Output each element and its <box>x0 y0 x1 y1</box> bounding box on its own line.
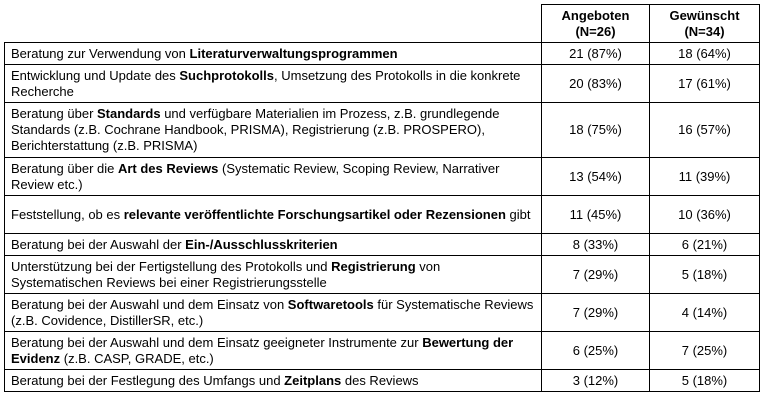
description-emphasis: Literaturverwaltungsprogrammen <box>189 45 398 61</box>
services-table <box>4 4 760 392</box>
header-offered-title: Angeboten <box>561 7 630 23</box>
header-blank-cell <box>5 5 542 43</box>
row-wanted-value: 6 (21%) <box>650 234 760 256</box>
row-offered-value: 20 (83%) <box>542 65 650 103</box>
row-offered-value: 8 (33%) <box>542 234 650 256</box>
description-text: (z.B. CASP, GRADE, etc.) <box>60 350 214 366</box>
table-row <box>5 332 760 370</box>
description-emphasis: Suchprotokolls <box>179 67 275 83</box>
row-offered-value: 6 (25%) <box>542 332 650 370</box>
table-row <box>5 43 760 65</box>
row-offered-value: 7 (29%) <box>542 256 650 294</box>
description-text: gibt <box>505 206 531 222</box>
description-emphasis: Registrierung <box>331 258 416 274</box>
row-wanted-value: 18 (64%) <box>650 43 760 65</box>
table-row <box>5 370 760 392</box>
description-text: von Systematischen Reviews bei einer Registrierungsstelle <box>11 258 441 290</box>
header-offered-n: (N=26) <box>575 23 616 39</box>
row-wanted-value: 5 (18%) <box>650 370 760 392</box>
row-offered-value: 18 (75%) <box>542 103 650 158</box>
row-description <box>5 234 542 256</box>
description-text: Unterstützung bei der Fertigstellung des Protokolls und <box>11 258 332 274</box>
row-offered-value: 13 (54%) <box>542 158 650 196</box>
description-emphasis: Zeitplans <box>284 372 342 388</box>
description-text: (Systematic Review, Scoping Review, Narrativer Review etc.) <box>11 160 500 192</box>
row-wanted-value: 4 (14%) <box>650 294 760 332</box>
row-description <box>5 43 542 65</box>
table-row <box>5 234 760 256</box>
row-offered-value: 3 (12%) <box>542 370 650 392</box>
description-text: Beratung zur Verwendung von <box>11 45 190 61</box>
row-wanted-value: 5 (18%) <box>650 256 760 294</box>
description-text: Beratung über die <box>11 160 118 176</box>
description-text: und verfügbare Materialien im Prozess, z.B. grundlegende Standards (z.B. Cochrane Handbook, PRISMA), Registrierung (z.B. PROSPERO), Berichterstattung (z.B. PRISMA) <box>11 106 500 153</box>
row-description <box>5 294 542 332</box>
description-text: Beratung bei der Auswahl und dem Einsatz geeigneter Instrumente zur <box>11 334 423 350</box>
row-description <box>5 158 542 196</box>
description-emphasis: Bewertung der Evidenz <box>11 334 514 366</box>
description-emphasis: Standards <box>97 106 161 121</box>
row-wanted-value: 11 (39%) <box>650 158 760 196</box>
description-text: Feststellung, ob es <box>11 206 124 222</box>
row-description <box>5 196 542 234</box>
header-wanted-title: Gewünscht <box>669 7 740 23</box>
description-text: für Systematische Reviews (z.B. Covidence, DistillerSR, etc.) <box>11 296 534 328</box>
row-description <box>5 256 542 294</box>
table-row <box>5 294 760 332</box>
row-offered-value: 11 (45%) <box>542 196 650 234</box>
table-row <box>5 196 760 234</box>
row-offered-value: 7 (29%) <box>542 294 650 332</box>
header-wanted <box>650 5 760 43</box>
row-offered-value: 21 (87%) <box>542 43 650 65</box>
table-row <box>5 103 760 158</box>
row-description <box>5 332 542 370</box>
description-text: , Umsetzung des Protokolls in die konkrete Recherche <box>11 67 521 99</box>
row-description <box>5 370 542 392</box>
description-text: des Reviews <box>341 372 419 388</box>
row-wanted-value: 16 (57%) <box>650 103 760 158</box>
description-text: Entwicklung und Update des <box>11 67 180 83</box>
description-text: Beratung bei der Festlegung des Umfangs und <box>11 372 285 388</box>
row-wanted-value: 17 (61%) <box>650 65 760 103</box>
header-wanted-n: (N=34) <box>684 23 725 39</box>
description-text: Beratung bei der Auswahl der <box>11 236 186 252</box>
table-row <box>5 158 760 196</box>
row-wanted-value: 10 (36%) <box>650 196 760 234</box>
description-emphasis: Softwaretools <box>287 296 374 312</box>
table-row <box>5 65 760 103</box>
description-emphasis: relevante veröffentlichte Forschungsartikel oder Rezensionen <box>123 206 506 222</box>
header-row <box>5 5 760 43</box>
row-description <box>5 103 542 158</box>
row-wanted-value: 7 (25%) <box>650 332 760 370</box>
description-emphasis: Ein-/Ausschlusskriterien <box>185 236 338 252</box>
description-text: Beratung bei der Auswahl und dem Einsatz von <box>11 296 288 312</box>
row-description <box>5 65 542 103</box>
header-offered <box>542 5 650 43</box>
description-text: Beratung über <box>11 106 98 121</box>
table-row <box>5 256 760 294</box>
description-emphasis: Art des Reviews <box>117 160 219 176</box>
